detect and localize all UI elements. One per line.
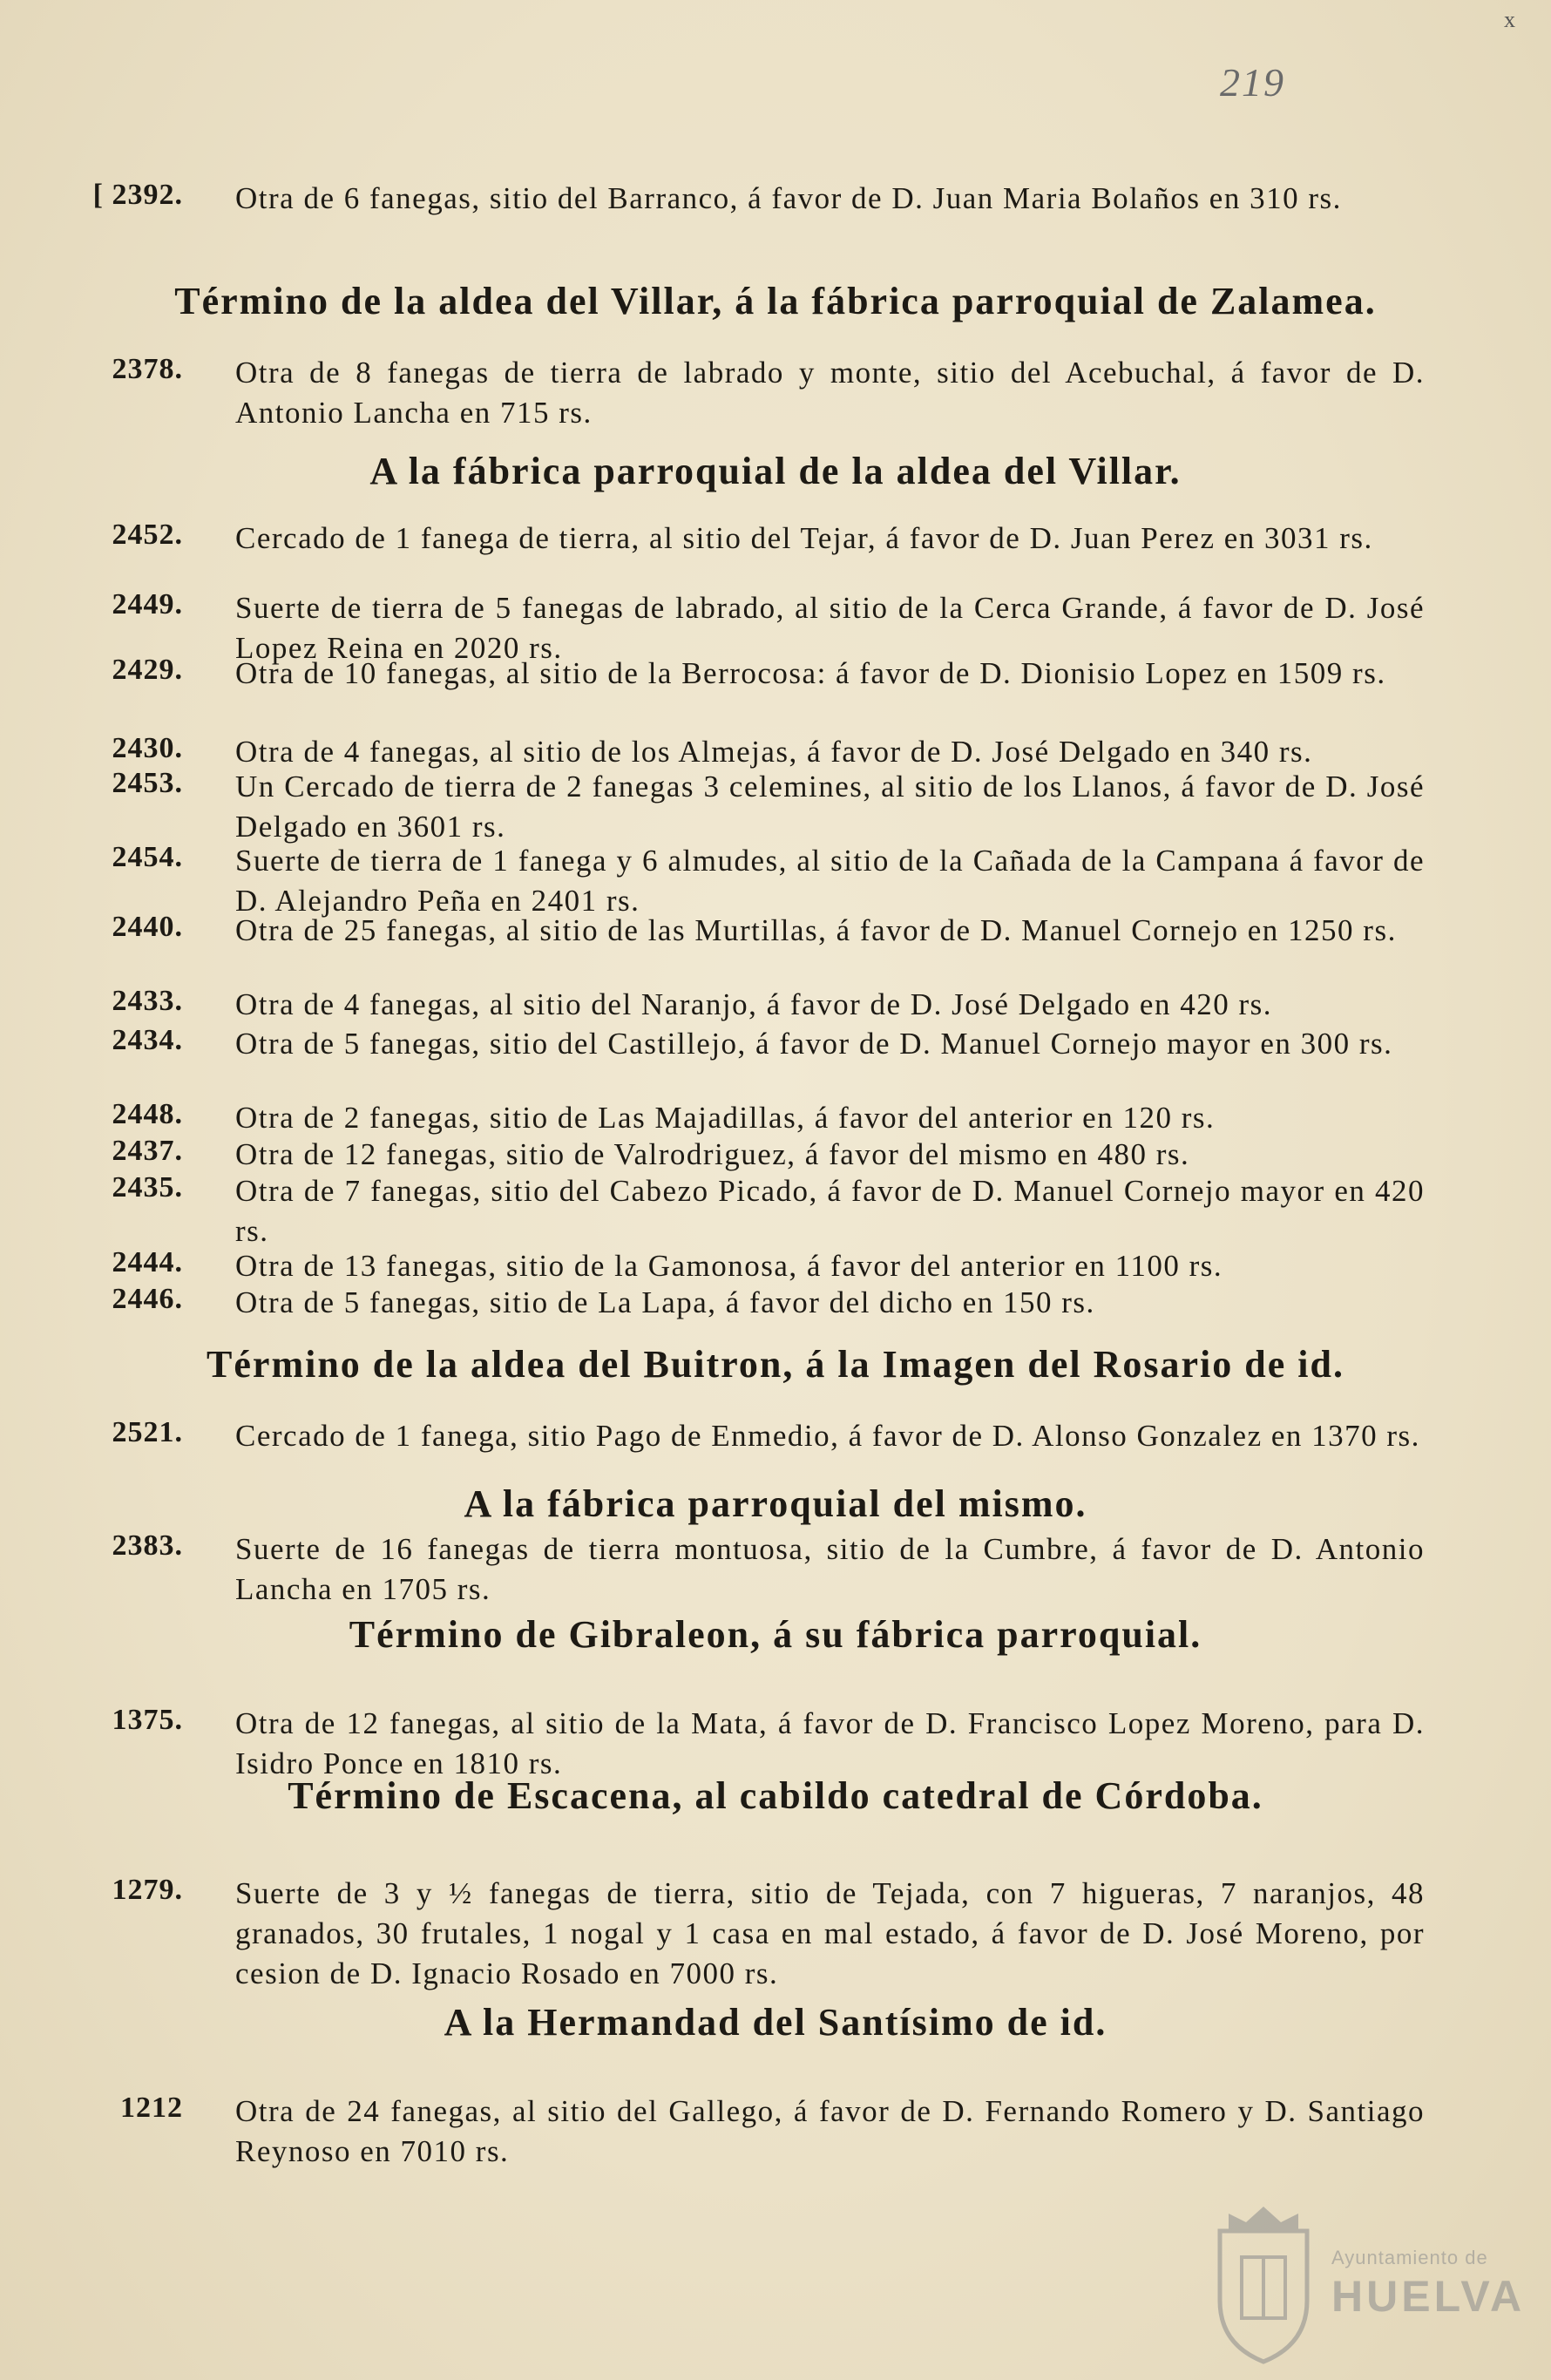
section-heading: Término de Gibraleon, á su fábrica parroquial. (349, 1613, 1202, 1656)
entry-text: Cercado de 1 fanega, sitio Pago de Enmedio, á favor de D. Alonso Gonzalez en 1370 rs. (235, 1419, 1420, 1453)
entry-text: Un Cercado de tierra de 2 fanegas 3 celemines, al sitio de los Llanos, á favor de D. José Delgado en 3601 rs. (235, 770, 1425, 844)
entry-text: Suerte de 3 y ½ fanegas de tierra, sitio de Tejada, con 7 higueras, 7 naranjos, 48 granados, 30 frutales, 1 nogal y 1 casa en mal estado, á favor de D. José Moreno, por cesion de D. Ignacio Rosado en 7000 rs. (235, 1876, 1425, 1990)
entry-number: 2429. (112, 654, 183, 686)
entry-text: Otra de 25 fanegas, al sitio de las Murtillas, á favor de D. Manuel Cornejo en 1250 rs. (235, 913, 1397, 947)
entry-number: 2448. (112, 1098, 183, 1130)
entry-text: Otra de 13 fanegas, sitio de la Gamonosa, á favor del anterior en 1100 rs. (235, 1249, 1223, 1283)
seal-line-1: Ayuntamiento de (1331, 2247, 1488, 2268)
entry-text: Otra de 5 fanegas, sitio de La Lapa, á favor del dicho en 150 rs. (235, 1285, 1095, 1319)
entry-text: Cercado de 1 fanega de tierra, al sitio del Tejar, á favor de D. Juan Perez en 3031 rs. (235, 521, 1373, 555)
entry-number: [ 2392. (92, 179, 183, 211)
entry-number: 2430. (112, 732, 183, 764)
entry-number: 2454. (112, 841, 183, 873)
entry-text: Suerte de tierra de 1 fanega y 6 almudes, al sitio de la Cañada de la Campana á favor de D. Alejandro Peña en 2401 rs. (235, 844, 1425, 918)
entry-text: Otra de 4 fanegas, al sitio de los Almejas, á favor de D. José Delgado en 340 rs. (235, 735, 1313, 769)
entry-text: Otra de 8 fanegas de tierra de labrado y monte, sitio del Acebuchal, á favor de D. Antonio Lancha en 715 rs. (235, 356, 1425, 430)
entry-text: Suerte de tierra de 5 fanegas de labrado, al sitio de la Cerca Grande, á favor de D. José Lopez Reina en 2020 rs. (235, 591, 1425, 665)
corner-mark: x (1504, 7, 1515, 32)
entry-number: 2449. (112, 588, 183, 620)
entry-number: 1375. (112, 1704, 183, 1736)
folio-number: 219 (1220, 60, 1285, 105)
entry-text: Otra de 2 fanegas, sitio de Las Majadillas, á favor del anterior en 120 rs. (235, 1101, 1216, 1135)
entry-text: Otra de 12 fanegas, sitio de Valrodriguez, á favor del mismo en 480 rs. (235, 1137, 1190, 1171)
entry-number: 2440. (112, 911, 183, 943)
section-heading: Término de la aldea del Buitron, á la Imagen del Rosario de id. (207, 1343, 1344, 1386)
section-heading: A la fábrica parroquial del mismo. (464, 1482, 1087, 1525)
entry-text: Otra de 24 fanegas, al sitio del Gallego, á favor de D. Fernando Romero y D. Santiago Reynoso en 7010 rs. (235, 2094, 1425, 2168)
entry-text: Otra de 4 fanegas, al sitio del Naranjo, á favor de D. José Delgado en 420 rs. (235, 987, 1272, 1021)
entry-number: 2378. (112, 353, 183, 385)
entry-number: 1279. (112, 1874, 183, 1906)
entry-text: Otra de 10 fanegas, al sitio de la Berrocosa: á favor de D. Dionisio Lopez en 1509 rs. (235, 656, 1386, 690)
section-heading: Término de Escacena, al cabildo catedral de Córdoba. (288, 1774, 1263, 1817)
entry-number: 2437. (112, 1135, 183, 1167)
entry-text: Otra de 12 fanegas, al sitio de la Mata, á favor de D. Francisco Lopez Moreno, para D. Isidro Ponce en 1810 rs. (235, 1706, 1425, 1780)
entry-number: 2521. (112, 1416, 183, 1448)
seal-line-2: HUELVA (1331, 2272, 1526, 2321)
huelva-seal (1202, 2196, 1526, 2370)
entry-number: 1212 (120, 2092, 183, 2124)
crest-icon (1202, 2196, 1324, 2370)
entry-number: 2452. (112, 519, 183, 551)
entry-number: 2446. (112, 1283, 183, 1315)
entry-number: 2383. (112, 1529, 183, 1562)
section-heading: Término de la aldea del Villar, á la fábrica parroquial de Zalamea. (174, 280, 1377, 322)
entry-number: 2444. (112, 1246, 183, 1278)
entry-text: Otra de 7 fanegas, sitio del Cabezo Picado, á favor de D. Manuel Cornejo mayor en 420 rs. (235, 1174, 1425, 1248)
entry-number: 2435. (112, 1171, 183, 1204)
entry-text: Otra de 5 fanegas, sitio del Castillejo, á favor de D. Manuel Cornejo mayor en 300 rs. (235, 1027, 1393, 1061)
entry-text: Suerte de 16 fanegas de tierra montuosa, sitio de la Cumbre, á favor de D. Antonio Lancha en 1705 rs. (235, 1532, 1425, 1606)
entry-number: 2434. (112, 1024, 183, 1056)
section-heading: A la fábrica parroquial de la aldea del Villar. (369, 450, 1182, 492)
entry-number: 2453. (112, 767, 183, 799)
entry-number: 2433. (112, 985, 183, 1017)
section-heading: A la Hermandad del Santísimo de id. (444, 2001, 1107, 2044)
entry-text: Otra de 6 fanegas, sitio del Barranco, á favor de D. Juan Maria Bolaños en 310 rs. (235, 181, 1342, 215)
